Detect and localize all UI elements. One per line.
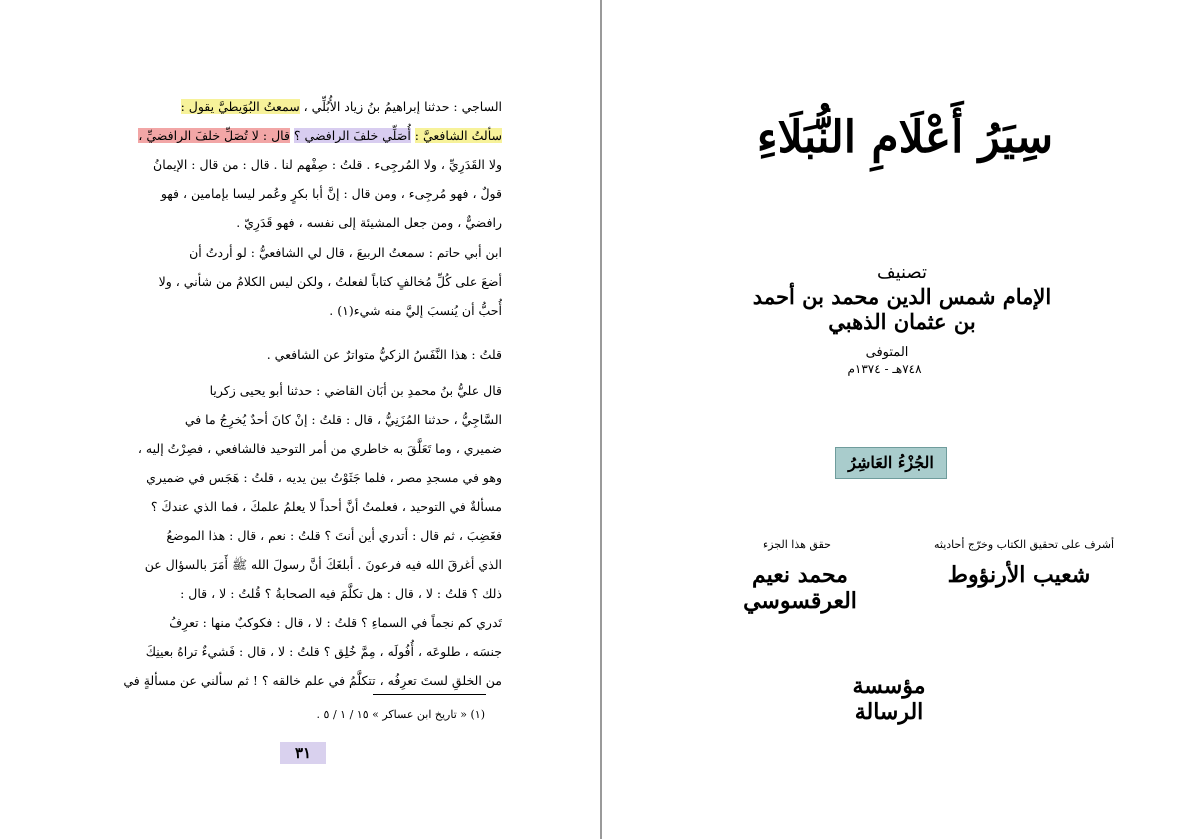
text-line: قولٌ ، فهو مُرجِىء ، ومن قال : إنَّ أبا بكرٍ وعُمر ليسا بإمامين ، فهو [160,186,502,201]
text-line [116,92,502,121]
highlight-yellow: سألتُ الشافعيَّ : [414,128,502,143]
credit-name-supervisor: شعيب الأرنؤوط [947,562,1091,588]
text-line: من الخلقِ لستَ تعرِفُه ، تتكلَّمُ في علم خالقه ؟ ! ثم سألني عن مسألةٍ في [123,673,502,688]
text-line: السَّاجِيُّ ، حدثنا المُزَنِيُّ ، قال : قلتُ : إنْ كانَ أحدٌ يُخرِجُ ما في [184,412,502,427]
text-line: وهو في مسجدِ مصر ، فلما جَثَوْتُ بين يديه ، قلتُ : هَجَس في ضميري [146,470,502,485]
text-line: ابن أبي حاتم : سمعتُ الربيعَ ، قال لي الشافعيُّ : لو أردتُ أن [189,245,502,260]
text-line: الذي أغرقَ الله فيه فرعونَ . أبلغَكَ أنَّ رسولَ الله ﷺ أَمَرَ بالسؤال عن [144,557,502,572]
highlight-yellow: سمعتُ البُوَيطيَّ يقول : [180,99,300,114]
text-line: رافضيٌّ ، ومن جعل المشيئة إلى نفسه ، فهو قَدَرِيّ . [236,215,502,230]
highlight-red: قال : لا تُصَلِّ خلفَ الرافضيِّ ، [138,128,290,143]
text-line: قال عليُّ بنُ محمدِ بن أبَان القاضي : حدثنا أبو يحيى زكريا [209,383,502,398]
text-line: فغَضِبَ ، ثم قال : أتدري أين أنتَ ؟ قلتُ : نعم ، قال : هذا الموضعُ [166,528,502,543]
text-line: مسألةٌ في التوحيد ، فعلمتُ أنَّ أحداً لا يعلمُ علمكَ ، فما الذي عندكَ ؟ [150,499,502,514]
taznif-label: تصنيف [876,262,928,283]
text-line: جنسَه ، طلوعَه ، أُفُولَه ، مِمَّ خُلِق ؟ قلتُ : لا ، قال : فَشيءٌ تراهُ بعينِكَ [145,644,502,659]
text-line: أُحبُّ أن يُنسبَ إليَّ منه شيء(١) . [329,303,502,318]
paragraph-1 [116,92,502,237]
quote-line: قلتُ : هذا النَّفَسُ الزكيُّ متواترٌ عن الشافعي . [266,347,502,362]
text-line: تَدري كم نجماً في السماءِ ؟ قلتُ : لا ، قال : فكوكبٌ منها : تعرِفُ [169,615,502,630]
right-page [602,0,1203,839]
text-line: أضعَ على كُلِّ مُخالفٍ كتاباً لفعلتُ ، ولكن ليس الكلامُ من شأني ، ولا [158,274,502,289]
author-name: الإمام شمس الدين محمد بن أحمد بن عثمان الذهبي [752,284,1052,334]
highlight-purple: أُصَلِّي خلفَ الرافضي ؟ [293,128,411,143]
paragraph-2 [116,238,502,325]
footnote-divider [373,694,486,695]
footnote: (١) « تاريخ ابن عساكر » ١٥ / ١ / ٥ . [316,708,485,721]
text-line: ولا القَدَرِيِّ ، ولا المُرجِىء . قلتُ : صِفْهم لنا . قال : من قال : الإيمانُ [153,157,502,172]
died-date: ٧٤٨هـ - ١٣٧٤م [847,362,922,376]
volume-label: الجُزْءُ العَاشِرُ [835,447,947,479]
text-line: ذلك ؟ قلتُ : لا ، قال : هل تكلَّمَ فيه الصحابةُ ؟ قُلتُ : لا ، قال : [180,586,502,601]
text-line: ضميري ، وما تَعَلَّقَ به خاطري من أمر التوحيد فالشافعي ، فصِرْتُ إليه ، [137,441,502,456]
publisher-name: مؤسسة الرسالة [852,673,926,725]
text-line [116,121,502,150]
text-fragment: الساجي : حدثنا إبراهيمُ بنُ زياد الأُبُلِّي ، [299,99,502,114]
book-title: سِيَرُ أَعْلَامِ النُّبَلَاءِ [756,112,1054,163]
page-number: ٣١ [280,742,326,764]
left-page [0,0,600,839]
credit-label-supervisor: أشرف على تحقيق الكتاب وخرّج أحاديثه [934,538,1114,551]
died-label: المتوفى [865,345,909,360]
paragraph-3 [116,376,502,695]
credit-name-editor: محمد نعيم العرقسوسي [743,562,857,614]
credit-label-editor: حقق هذا الجزء [763,538,831,551]
